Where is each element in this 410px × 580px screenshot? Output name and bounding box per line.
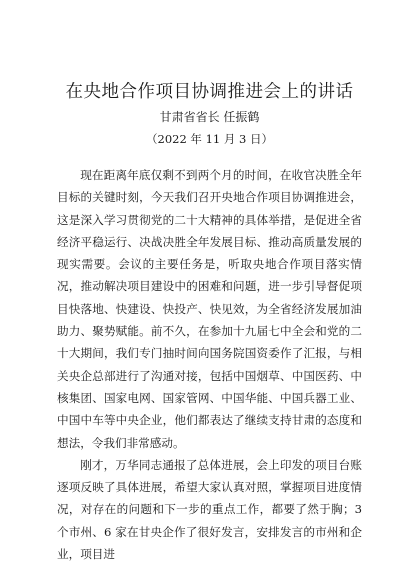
body-paragraph: 刚才，万华同志通报了总体进展，会上印发的项目台账逐项反映了具体进展，希望大家认真对照，掌握项目进度情况，对存在的问题和下一步的重点工作，都要了然于胸；3 个市州、6 家在甘央企作了很好发言，安排发言的市州和企业，项目进 xyxy=(57,457,362,562)
document-author: 甘肃省省长 任振鹤 xyxy=(159,110,260,124)
document-title: 在央地合作项目协调推进会上的讲话 xyxy=(65,82,354,102)
body-paragraph: 现在距离年底仅剩不到两个月的时间，在收官决胜全年目标的关键时刻，今天我们召开央地合作项目协调推进会，这是深入学习贯彻党的二十大精神的具体举措，是促进全省经济平稳运行、决战决胜全年发展目标、推动高质量发展的现实需要。会议的主要任务是，听取央地合作项目落实情况，推动解决项目建设中的困难和问题，进一步引导督促项目快落地、快建设、快投产、快见效，为全省经济发展加油助力、聚势赋能。前不久，在参加十九届七中全会和党的二十大期间，我们专门抽时间向国务院国资委作了汇报，与相关央企总部进行了沟通对接，包括中国烟草、中国医药、中核集团、国家电网、国家管网、中国华能、中国兵器工业、中国中车等中央企业，他们都表达了继续支持甘肃的态度和想法，令我们非常感动。 xyxy=(57,168,362,450)
document-date: （2022 年 11 月 3 日） xyxy=(146,132,273,146)
